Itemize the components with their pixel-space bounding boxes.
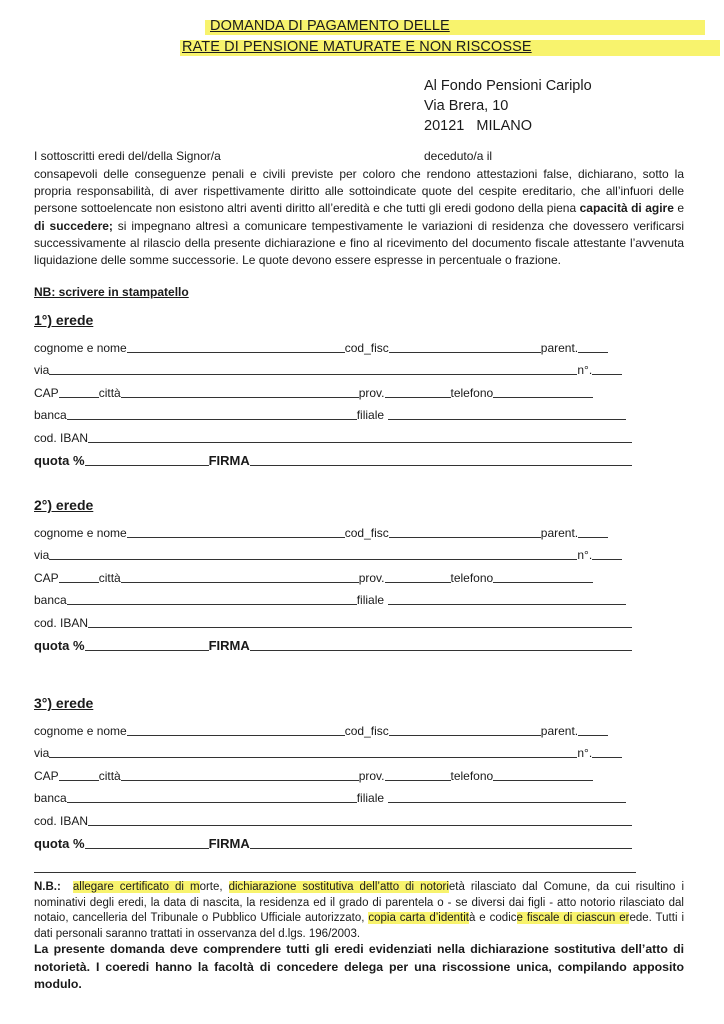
- row-name: [34, 334, 644, 357]
- input-citta[interactable]: [121, 396, 359, 398]
- label-iban: cod. IBAN: [34, 430, 89, 445]
- row-signature: [34, 830, 644, 853]
- label-banca: banca: [34, 791, 67, 806]
- input-firma[interactable]: [250, 847, 632, 849]
- label-firma: FIRMA: [208, 452, 250, 468]
- label-iban: cod. IBAN: [34, 813, 89, 828]
- input-via[interactable]: [49, 558, 577, 560]
- input-cap[interactable]: [59, 779, 99, 781]
- input-filiale[interactable]: [388, 801, 626, 803]
- row-bank: [34, 587, 644, 610]
- label-cod-fisc: cod_fisc: [344, 723, 389, 738]
- notes-paragraph: N.B.: allegare certificato di morte, dichiarazione sostitutiva dell’atto di notorietà rilasciato dal Comune, da cui risultino i nominativi degli eredi, la data di nascita, la residenza ed il grado di parentela o - se diversi dai figli - atto notorio rilasciato dal notaio, cancelleria del Tribunale o Pubblico Ufficiale autorizzato, copia carta d’identità e codice fiscale di ciascun erede. Tutti i dati personali saranno trattati in osservanza del d.lgs. 196/2003.: [34, 881, 684, 940]
- input-filiale[interactable]: [388, 603, 626, 605]
- label-citta: città: [98, 385, 121, 400]
- row-address: [34, 740, 644, 763]
- highlight-dichiarazione: dichiarazione sostitutiva dell’atto di notori: [228, 881, 449, 893]
- label-filiale: filiale: [356, 408, 385, 423]
- label-banca: banca: [34, 593, 67, 608]
- label-iban: cod. IBAN: [34, 615, 89, 630]
- input-iban[interactable]: [88, 824, 632, 826]
- label-via: via: [34, 548, 50, 563]
- label-numero: n°.: [577, 746, 593, 761]
- input-prov[interactable]: [385, 581, 451, 583]
- input-parent[interactable]: [578, 536, 608, 538]
- recipient-line-3: 20121 MILANO: [424, 118, 532, 134]
- label-numero: n°.: [577, 548, 593, 563]
- label-cap: CAP: [34, 570, 59, 585]
- label-numero: n°.: [577, 363, 593, 378]
- heir-section-3: [34, 695, 644, 853]
- recipient-line-2: Via Brera, 10: [424, 98, 509, 114]
- input-iban[interactable]: [88, 441, 632, 443]
- row-address: [34, 542, 644, 565]
- row-name: [34, 519, 644, 542]
- input-numero[interactable]: [592, 558, 622, 560]
- heir-title: 1°) erede: [34, 312, 94, 328]
- label-parent: parent.: [540, 723, 579, 738]
- row-city: [34, 762, 644, 785]
- label-quota: quota %: [34, 452, 85, 468]
- recipient-address: [424, 76, 592, 136]
- label-parent: parent.: [540, 340, 579, 355]
- input-numero[interactable]: [592, 373, 622, 375]
- highlight-carta-identita: copia carta d’identit: [368, 912, 469, 925]
- input-filiale[interactable]: [388, 418, 626, 420]
- bold-capacita: capacità di agire: [579, 201, 674, 216]
- row-city: [34, 379, 644, 402]
- nb-stampatello: NB: scrivere in stampatello: [34, 285, 189, 299]
- row-address: [34, 357, 644, 380]
- label-via: via: [34, 363, 50, 378]
- closing-paragraph: La presente domanda deve comprendere tutti gli eredi evidenziati nella dichiarazione sostitutiva dell’atto di notorietà. I coeredi hanno la facoltà di concedere delega per una riscossione unica, compilando apposito modulo.: [34, 942, 684, 991]
- input-via[interactable]: [49, 756, 577, 758]
- intro-opening-right: deceduto/a il: [424, 149, 493, 163]
- input-quota[interactable]: [85, 847, 209, 849]
- document-title-line-2: RATE DI PENSIONE MATURATE E NON RISCOSSE: [182, 39, 532, 55]
- input-cod-fisc[interactable]: [389, 734, 541, 736]
- label-via: via: [34, 746, 50, 761]
- input-quota[interactable]: [85, 464, 209, 466]
- intro-opening-left: I sottoscritti eredi del/della Signor/a: [34, 149, 221, 163]
- label-filiale: filiale: [356, 593, 385, 608]
- input-banca[interactable]: [67, 418, 357, 420]
- label-prov: prov.: [358, 768, 385, 783]
- intro-paragraph: consapevoli delle conseguenze penali e civili previste per coloro che rendono attestazioni false, dichiarano, sotto la propria responsabilità, di aver rispettivamente diritto alle sottoindicate quote del cespite ereditario, che all’infuori delle persone sottoelencate non esistono altri aventi diritto all’eredità e che tutti gli eredi godono della piena capacità di agire e di succedere; si impegnano altresì a comunicare tempestivamente le variazioni di residenza che dovessero verificarsi successivamente al rilascio della presente dichiarazione e fino al ricevimento del documento fiscale attestante l’avvenuta liquidazione delle somme successorie. Le quote devono essere espresse in percentuale o frazione.: [34, 167, 685, 268]
- label-telefono: telefono: [450, 570, 494, 585]
- input-prov[interactable]: [385, 396, 451, 398]
- row-iban: [34, 424, 644, 447]
- input-cod-fisc[interactable]: [389, 351, 541, 353]
- label-prov: prov.: [358, 570, 385, 585]
- row-signature: [34, 447, 644, 470]
- heir-title: 2°) erede: [34, 497, 94, 513]
- label-prov: prov.: [358, 385, 385, 400]
- input-citta[interactable]: [121, 779, 359, 781]
- row-iban: [34, 807, 644, 830]
- document-title-line-1: DOMANDA DI PAGAMENTO DELLE: [210, 18, 450, 34]
- label-filiale: filiale: [356, 791, 385, 806]
- separator-line: [34, 872, 636, 873]
- heir-title: 3°) erede: [34, 695, 94, 711]
- recipient-line-1: Al Fondo Pensioni Cariplo: [424, 78, 592, 94]
- input-cognome-nome[interactable]: [127, 734, 345, 736]
- highlight-codice-fiscale: e fiscale di ciascun er: [516, 912, 630, 925]
- label-banca: banca: [34, 408, 67, 423]
- input-cap[interactable]: [59, 396, 99, 398]
- input-banca[interactable]: [67, 801, 357, 803]
- input-firma[interactable]: [250, 649, 632, 651]
- label-cognome-nome: cognome e nome: [34, 340, 127, 355]
- label-firma: FIRMA: [208, 637, 250, 653]
- input-parent[interactable]: [578, 351, 608, 353]
- input-firma[interactable]: [250, 464, 632, 466]
- input-cap[interactable]: [59, 581, 99, 583]
- row-signature: [34, 632, 644, 655]
- label-cognome-nome: cognome e nome: [34, 723, 127, 738]
- input-parent[interactable]: [578, 734, 608, 736]
- input-banca[interactable]: [67, 603, 357, 605]
- input-prov[interactable]: [385, 779, 451, 781]
- nb-label: N.B.:: [34, 881, 61, 893]
- label-cap: CAP: [34, 385, 59, 400]
- row-bank: [34, 402, 644, 425]
- label-cod-fisc: cod_fisc: [344, 525, 389, 540]
- row-name: [34, 717, 644, 740]
- input-telefono[interactable]: [493, 396, 593, 398]
- heir-section-1: [34, 312, 644, 470]
- highlight-certificato: allegare certificato di m: [72, 881, 200, 893]
- bold-succedere: di succedere;: [34, 218, 113, 233]
- input-telefono[interactable]: [493, 779, 593, 781]
- input-telefono[interactable]: [493, 581, 593, 583]
- label-telefono: telefono: [450, 768, 494, 783]
- label-telefono: telefono: [450, 385, 494, 400]
- heir-section-2: [34, 497, 644, 655]
- label-quota: quota %: [34, 637, 85, 653]
- label-firma: FIRMA: [208, 835, 250, 851]
- row-iban: [34, 609, 644, 632]
- input-quota[interactable]: [85, 649, 209, 651]
- input-cognome-nome[interactable]: [127, 351, 345, 353]
- label-parent: parent.: [540, 525, 579, 540]
- input-citta[interactable]: [121, 581, 359, 583]
- row-bank: [34, 785, 644, 808]
- label-citta: città: [98, 570, 121, 585]
- label-quota: quota %: [34, 835, 85, 851]
- input-via[interactable]: [49, 373, 577, 375]
- input-iban[interactable]: [88, 626, 632, 628]
- label-citta: città: [98, 768, 121, 783]
- label-cognome-nome: cognome e nome: [34, 525, 127, 540]
- label-cod-fisc: cod_fisc: [344, 340, 389, 355]
- row-city: [34, 564, 644, 587]
- label-cap: CAP: [34, 768, 59, 783]
- input-numero[interactable]: [592, 756, 622, 758]
- input-cod-fisc[interactable]: [389, 536, 541, 538]
- input-cognome-nome[interactable]: [127, 536, 345, 538]
